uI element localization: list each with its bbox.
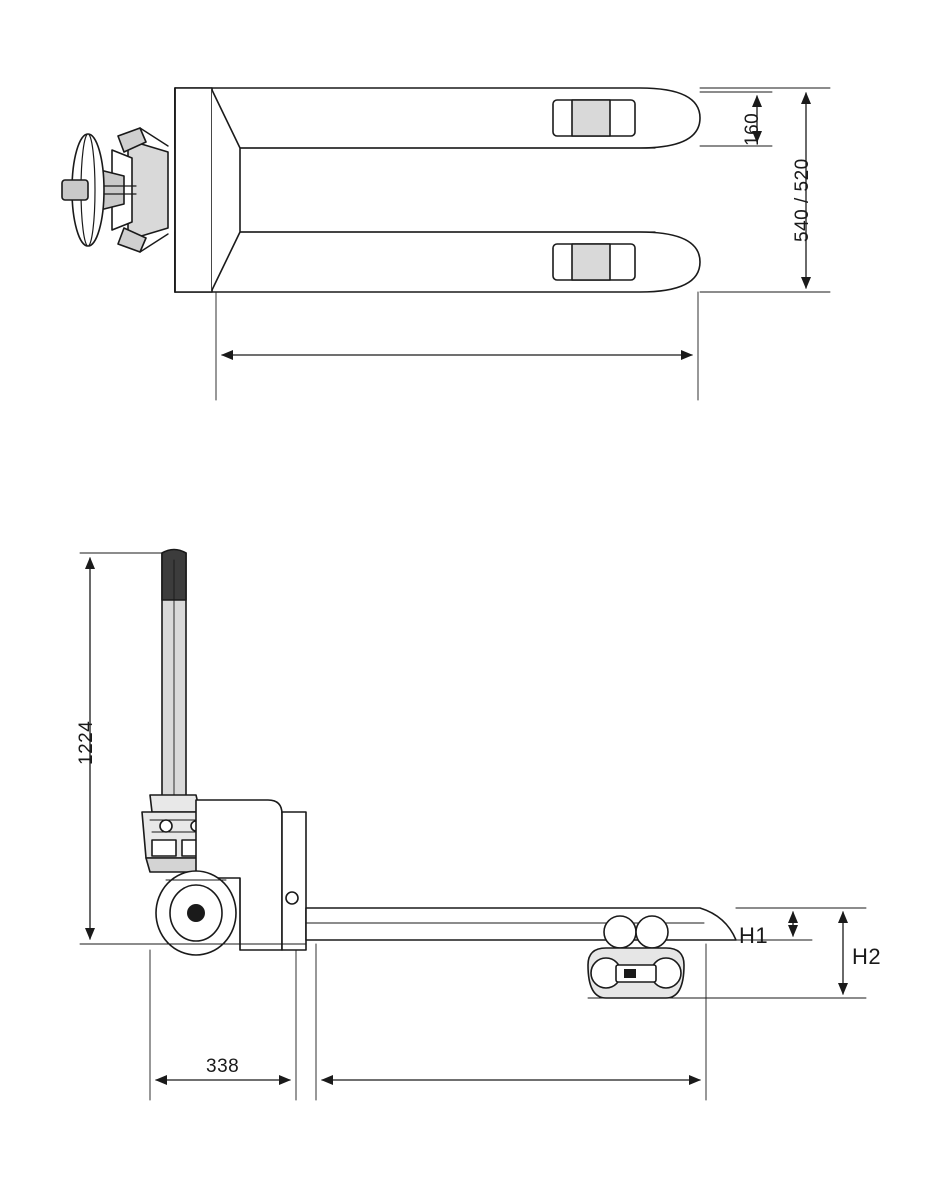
dimension-label-h2: H2	[852, 944, 882, 969]
dimension-label-h1: H1	[739, 923, 769, 948]
top-view-geometry	[62, 88, 830, 400]
dimension-label-1224: 1224	[76, 720, 97, 765]
dimension-label-338: 338	[206, 1056, 240, 1077]
side-view-geometry	[80, 550, 866, 1101]
dimension-label-overall-width: 540 / 520	[792, 158, 813, 242]
dimension-label-160: 160	[742, 112, 763, 146]
